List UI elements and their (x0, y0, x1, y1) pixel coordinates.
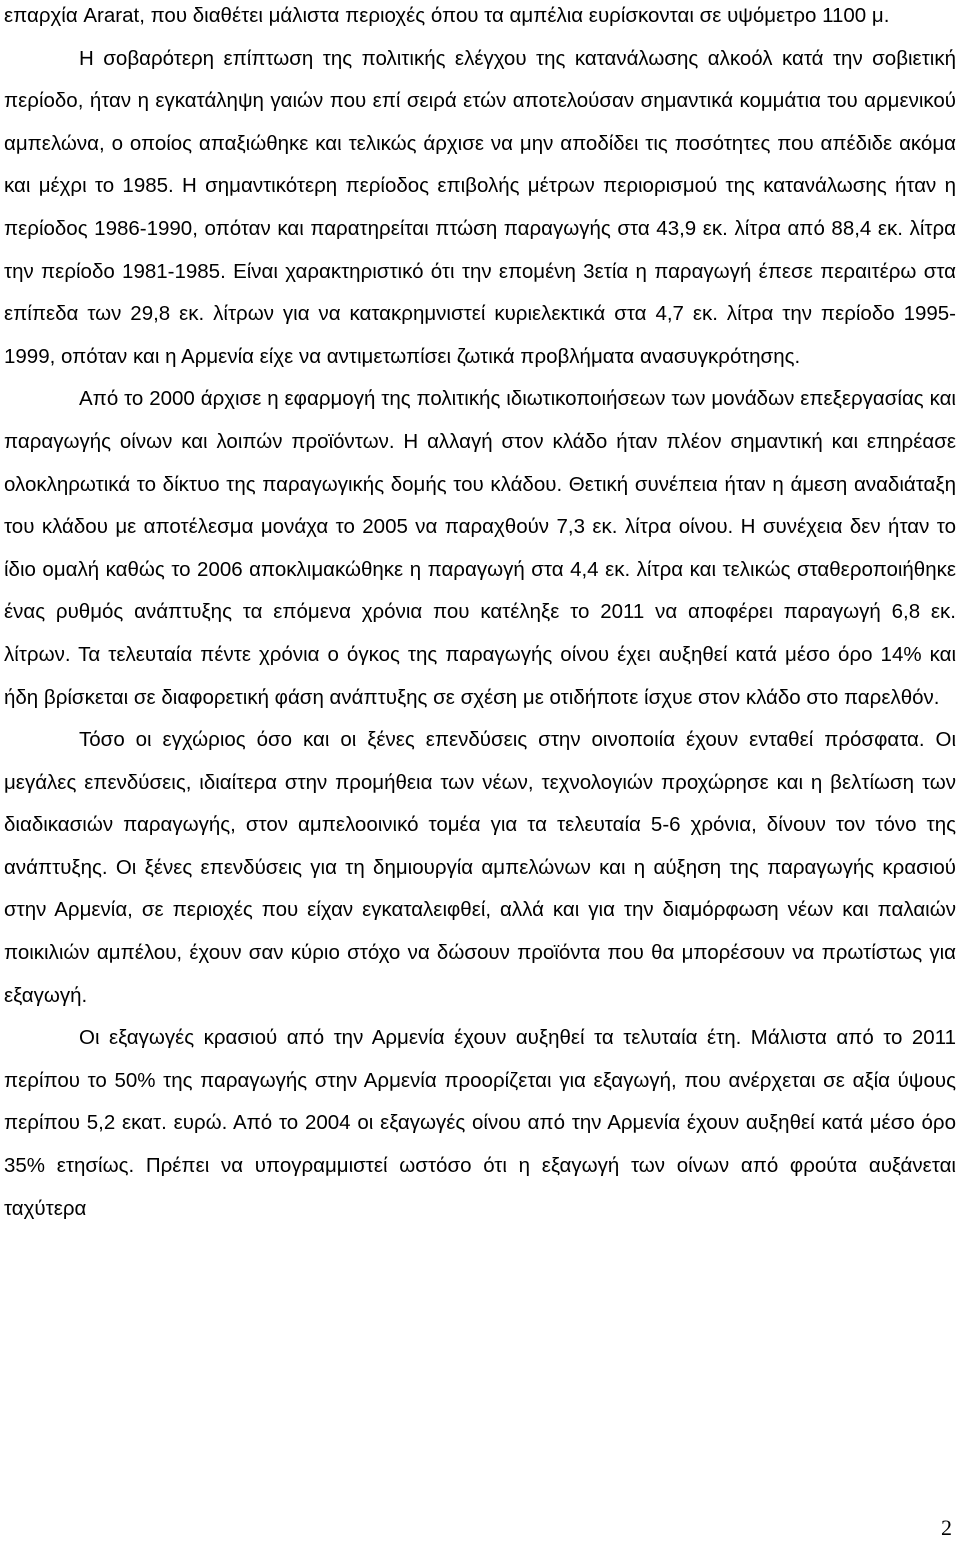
paragraph-1: επαρχία Ararat, που διαθέτει μάλιστα περιοχές όπου τα αμπέλια ευρίσκονται σε υψόμετρο 1100 μ. (4, 4, 890, 27)
paragraph-5: Οι εξαγωγές κρασιού από την Αρμενία έχουν αυξηθεί τα τελυταία έτη. Μάλιστα από το 2011 περίπου το 50% της παραγωγής στην Αρμενία προορίζεται για εξαγωγή, που ανέρχεται σε αξία ύψους περίπου 5,2 εκατ. ευρώ. Από το 2004 οι εξαγωγές οίνου από την Αρμενία έχουν αυξηθεί κατά μέσο όρο 35% ετησίως. Πρέπει να υπογραμμιστεί ωστόσο ότι η εξαγωγή των οίνων από φρούτα αυξάνεται ταχύτερα (4, 1026, 956, 1220)
document-page (4, 0, 956, 1230)
paragraph-4: Τόσο οι εγχώριος όσο και οι ξένες επενδύσεις στην οινοποιία έχουν ενταθεί πρόσφατα. Οι μεγάλες επενδύσεις, ιδιαίτερα στην προμήθεια των νέων, τεχνολογιών προχώρησε και η βελτίωση των διαδικασιών παραγωγής, στον αμπελοοινικό τομέα για τα τελευταία 5-6 χρόνια, δίνουν τον τόνο της ανάπτυξης. Οι ξένες επενδύσεις για τη δημιουργία αμπελώνων και η αύξηση της παραγωγής κρασιού στην Αρμενία, σε περιοχές που είχαν εγκαταλειφθεί, αλλά και για την διαμόρφωση νέων και παλαιών ποικιλιών αμπέλου, έχουν σαν κύριο στόχο να δώσουν προϊόντα που θα μπορέσουν να πρωτίστως για εξαγωγή. (4, 728, 956, 1007)
paragraph-2: Η σοβαρότερη επίπτωση της πολιτικής ελέγχου της κατανάλωσης αλκοόλ κατά την σοβιετική περίοδο, ήταν η εγκατάληψη γαιών που επί σειρά ετών αποτελούσαν σημαντικά κομμάτια του αρμενικού αμπελώνα, ο οποίος απαξιώθηκε και τελικώς άρχισε να μην αποδίδει τις ποσότητες που απέδιδε ακόμα και μέχρι το 1985. Η σημαντικότερη περίοδος επιβολής μέτρων περιορισμού της κατανάλωσης ήταν η περίοδος 1986-1990, οπόταν και παρατηρείται πτώση παραγωγής στα 43,9 εκ. λίτρα από 88,4 εκ. λίτρα την περίοδο 1981-1985. Είναι χαρακτηριστικό ότι την επομένη 3ετία η παραγωγή έπεσε περαιτέρω στα επίπεδα των 29,8 εκ. λίτρων για να κατακρημνιστεί κυριελεκτικά στα 4,7 εκ. λίτρα την περίοδο 1995-1999, οπόταν και η Αρμενία είχε να αντιμετωπίσει ζωτικά προβλήματα ανασυγκρότησης. (4, 46, 956, 368)
paragraph-3: Από το 2000 άρχισε η εφαρμογή της πολιτικής ιδιωτικοποιήσεων των μονάδων επεξεργασίας και παραγωγής οίνων και λοιπών προϊόντων. Η αλλαγή στον κλάδο ήταν πλέον σημαντική και επηρέασε ολοκληρωτικά το δίκτυο της παραγωγικής δομής του κλάδου. Θετική συνέπεια ήταν η άμεση αναδιάταξη του κλάδου με αποτέλεσμα μονάχα το 2005 να παραχθούν 7,3 εκ. λίτρα οίνου. Η συνέχεια δεν ήταν το ίδιο ομαλή καθώς το 2006 αποκλιμακώθηκε η παραγωγή στα 4,4 εκ. λίτρα και τελικώς σταθεροποιήθηκε ένας ρυθμός ανάπτυξης τα επόμενα χρόνια που κατέληξε το 2011 να αποφέρει παραγωγή 6,8 εκ. λίτρων. Τα τελευταία πέντε χρόνια ο όγκος της παραγωγής οίνου έχει αυξηθεί κατά μέσο όρο 14% και ήδη βρίσκεται σε διαφορετική φάση ανάπτυξης σε σχέση με οτιδήποτε ίσχυε στον κλάδο στο παρελθόν. (4, 387, 956, 709)
page-number: 2 (941, 1515, 952, 1540)
